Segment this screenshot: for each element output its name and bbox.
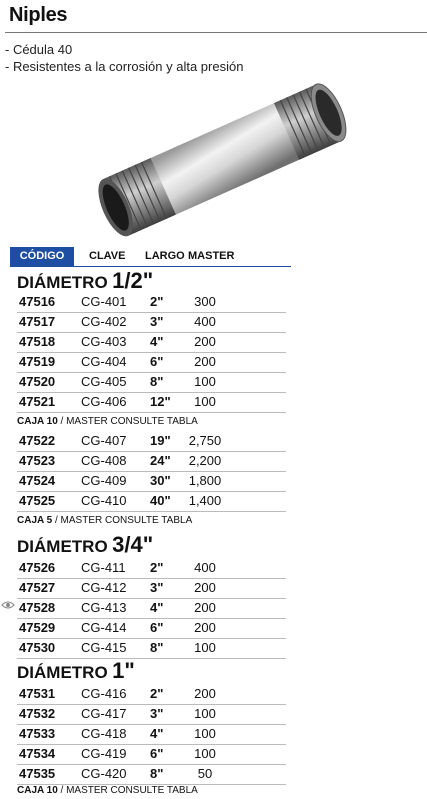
largo-cell: 2"	[150, 294, 164, 309]
code-cell: 47534	[19, 746, 56, 761]
master-cell: 100	[194, 706, 216, 721]
master-cell: 200	[194, 600, 216, 615]
largo-cell: 8"	[150, 640, 164, 655]
code-cell: 47520	[19, 374, 56, 389]
table-row	[0, 394, 286, 414]
row-divider	[17, 638, 286, 639]
table-row	[0, 580, 286, 600]
section-label: DIÁMETRO	[17, 273, 108, 292]
code-cell: 47519	[19, 354, 56, 369]
table-row	[0, 706, 286, 726]
table-row	[0, 600, 286, 620]
code-cell: 47516	[19, 294, 56, 309]
note-text: / MASTER CONSULTE TABLA	[57, 785, 198, 796]
clave-cell: CG-408	[81, 453, 127, 468]
row-divider	[17, 332, 286, 333]
section-size: 1/2"	[112, 268, 154, 293]
clave-cell: CG-402	[81, 314, 127, 329]
master-cell: 200	[194, 620, 216, 635]
row-divider	[17, 491, 286, 492]
column-header-clave: CLAVE	[89, 250, 126, 262]
note-box-count: CAJA 5	[17, 515, 53, 526]
clave-cell: CG-404	[81, 354, 127, 369]
note-text: / MASTER CONSULTE TABLA	[57, 416, 198, 427]
clave-cell: CG-412	[81, 580, 127, 595]
section-heading	[17, 658, 135, 684]
master-cell: 200	[194, 354, 216, 369]
row-divider	[17, 372, 286, 373]
code-cell: 47531	[19, 686, 56, 701]
code-cell: 47521	[19, 394, 56, 409]
clave-cell: CG-414	[81, 620, 127, 635]
clave-cell: CG-401	[81, 294, 127, 309]
pipe-nipple-image	[60, 70, 370, 250]
table-row	[0, 453, 286, 473]
clave-cell: CG-409	[81, 473, 127, 488]
row-divider	[17, 764, 286, 765]
largo-cell: 4"	[150, 600, 164, 615]
master-cell: 100	[194, 640, 216, 655]
largo-cell: 6"	[150, 746, 164, 761]
note-text: / MASTER CONSULTE TABLA	[52, 515, 193, 526]
note-box-count: CAJA 10	[17, 785, 58, 796]
largo-cell: 19"	[150, 433, 171, 448]
code-cell: 47524	[19, 473, 56, 488]
largo-cell: 2"	[150, 560, 164, 575]
section-size: 3/4"	[112, 532, 154, 557]
packaging-note	[17, 416, 198, 427]
largo-cell: 8"	[150, 374, 164, 389]
section-label: DIÁMETRO	[17, 663, 108, 682]
master-cell: 100	[194, 726, 216, 741]
master-cell: 200	[194, 580, 216, 595]
column-header-code: CÓDIGO	[10, 247, 74, 266]
section-label: DIÁMETRO	[17, 537, 108, 556]
row-divider	[17, 744, 286, 745]
clave-cell: CG-410	[81, 493, 127, 508]
clave-cell: CG-420	[81, 766, 127, 781]
largo-cell: 2"	[150, 686, 164, 701]
table-row	[0, 493, 286, 513]
master-cell: 400	[194, 560, 216, 575]
feature-item: - Cédula 40	[5, 42, 73, 57]
clave-cell: CG-405	[81, 374, 127, 389]
code-cell: 47533	[19, 726, 56, 741]
row-divider	[17, 412, 286, 413]
row-divider	[17, 578, 286, 579]
clave-cell: CG-403	[81, 334, 127, 349]
code-cell: 47523	[19, 453, 56, 468]
code-cell: 47518	[19, 334, 56, 349]
master-cell: 100	[194, 394, 216, 409]
code-cell: 47528	[19, 600, 56, 615]
largo-cell: 4"	[150, 334, 164, 349]
largo-cell: 12"	[150, 394, 171, 409]
master-cell: 200	[194, 686, 216, 701]
section-size: 1"	[112, 658, 135, 683]
row-divider	[17, 598, 286, 599]
code-cell: 47517	[19, 314, 56, 329]
table-row	[0, 294, 286, 314]
row-divider	[17, 352, 286, 353]
clave-cell: CG-416	[81, 686, 127, 701]
table-row	[0, 726, 286, 746]
clave-cell: CG-418	[81, 726, 127, 741]
largo-cell: 40"	[150, 493, 171, 508]
table-row	[0, 433, 286, 453]
table-row	[0, 686, 286, 706]
header-divider	[10, 266, 291, 267]
section-heading	[17, 268, 153, 294]
largo-cell: 3"	[150, 314, 164, 329]
row-divider	[17, 312, 286, 313]
master-cell: 300	[194, 294, 216, 309]
master-cell: 400	[194, 314, 216, 329]
code-cell: 47529	[19, 620, 56, 635]
column-header-largo: LARGO	[145, 250, 185, 262]
table-row	[0, 560, 286, 580]
master-cell: 200	[194, 334, 216, 349]
table-row	[0, 354, 286, 374]
row-divider	[17, 392, 286, 393]
clave-cell: CG-407	[81, 433, 127, 448]
feature-item: - Resistentes a la corrosión y alta presión	[5, 59, 244, 74]
table-row	[0, 314, 286, 334]
row-divider	[17, 618, 286, 619]
packaging-note	[17, 515, 192, 526]
table-row	[0, 334, 286, 354]
table-row	[0, 766, 286, 786]
row-divider	[17, 451, 286, 452]
master-cell: 50	[197, 766, 213, 781]
largo-cell: 8"	[150, 766, 164, 781]
master-cell: 1,400	[188, 493, 222, 508]
code-cell: 47522	[19, 433, 56, 448]
row-divider	[17, 724, 286, 725]
clave-cell: CG-406	[81, 394, 127, 409]
master-cell: 100	[194, 746, 216, 761]
master-cell: 2,200	[188, 453, 222, 468]
largo-cell: 3"	[150, 706, 164, 721]
table-row	[0, 374, 286, 394]
clave-cell: CG-413	[81, 600, 127, 615]
largo-cell: 6"	[150, 354, 164, 369]
clave-cell: CG-417	[81, 706, 127, 721]
section-heading	[17, 532, 153, 558]
row-divider	[17, 511, 286, 512]
code-cell: 47535	[19, 766, 56, 781]
largo-cell: 24"	[150, 453, 171, 468]
note-box-count: CAJA 10	[17, 416, 58, 427]
table-header	[5, 247, 286, 266]
threaded-pipe-nipple-icon	[60, 70, 370, 250]
table-row	[0, 620, 286, 640]
master-cell: 1,800	[188, 473, 222, 488]
table-row	[0, 746, 286, 766]
table-row	[0, 640, 286, 660]
largo-cell: 30"	[150, 473, 171, 488]
code-cell: 47527	[19, 580, 56, 595]
clave-cell: CG-411	[81, 560, 126, 575]
largo-cell: 6"	[150, 620, 164, 635]
table-row	[0, 473, 286, 493]
column-header-master: MASTER	[188, 250, 235, 262]
row-divider	[17, 704, 286, 705]
code-cell: 47526	[19, 560, 56, 575]
code-cell: 47532	[19, 706, 56, 721]
page-title: Niples	[9, 4, 68, 26]
row-divider	[17, 471, 286, 472]
code-cell: 47525	[19, 493, 56, 508]
packaging-note	[17, 785, 198, 796]
clave-cell: CG-415	[81, 640, 127, 655]
title-divider	[5, 32, 427, 33]
code-cell: 47530	[19, 640, 56, 655]
largo-cell: 4"	[150, 726, 164, 741]
clave-cell: CG-419	[81, 746, 127, 761]
largo-cell: 3"	[150, 580, 164, 595]
master-cell: 2,750	[188, 433, 222, 448]
master-cell: 100	[194, 374, 216, 389]
